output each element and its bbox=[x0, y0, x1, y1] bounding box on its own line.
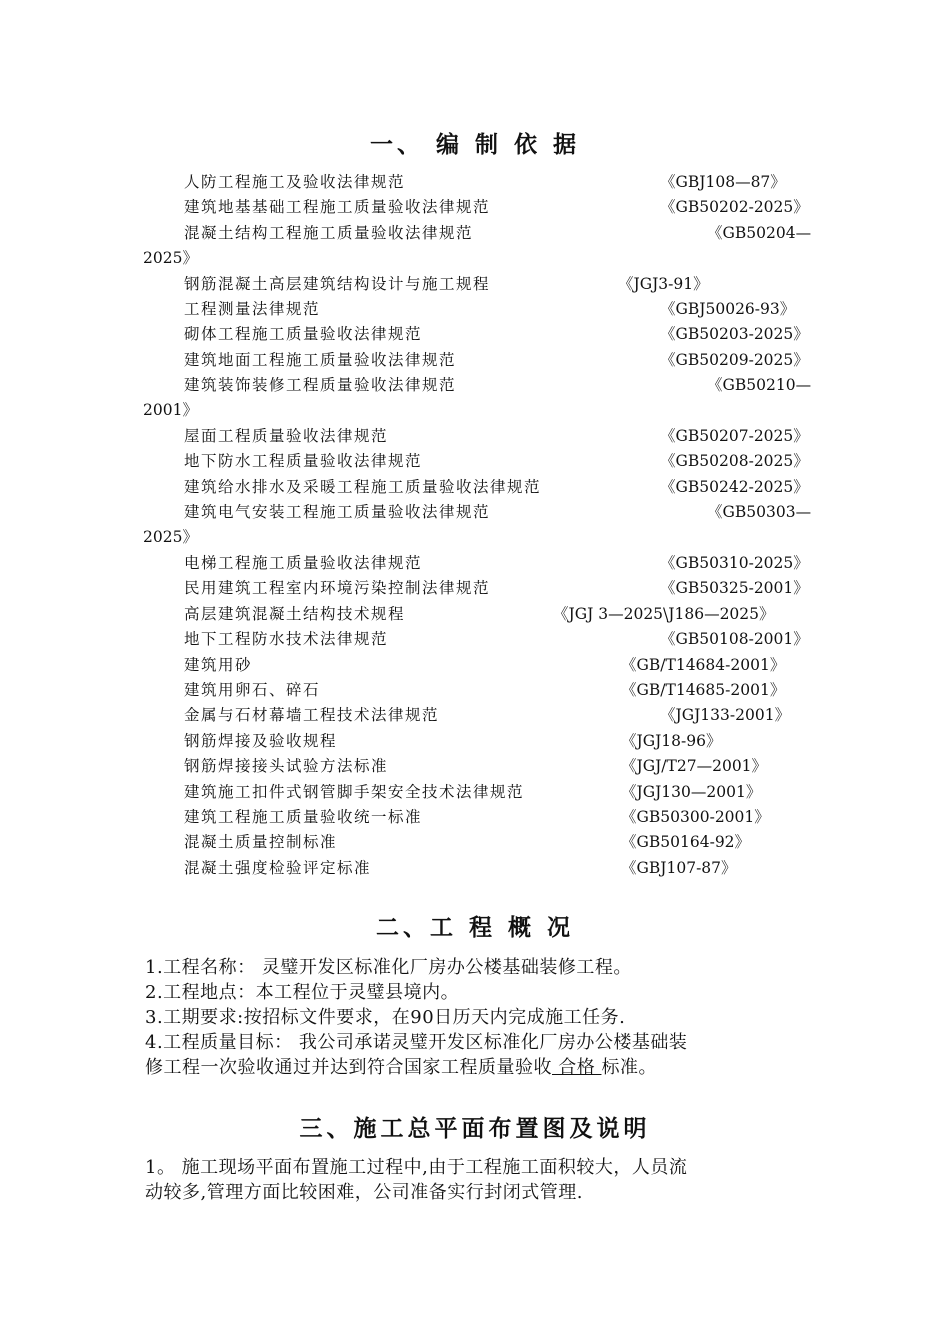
reference-code-continuation: 2001》 bbox=[143, 401, 198, 420]
reference-item bbox=[0, 551, 950, 576]
reference-name: 建筑电气安装工程施工质量验收法律规范 bbox=[184, 503, 491, 522]
reference-name: 建筑用砂 bbox=[184, 655, 253, 674]
reference-item bbox=[0, 373, 950, 420]
reference-code: 《GB50203-2025》 bbox=[660, 325, 809, 344]
reference-item bbox=[0, 500, 950, 547]
reference-code-continuation: 2025》 bbox=[143, 528, 198, 547]
reference-code: 《GB50325-2001》 bbox=[660, 579, 809, 598]
reference-code: 《GB50210— bbox=[707, 376, 812, 395]
reference-item bbox=[0, 449, 950, 474]
reference-name: 建筑地面工程施工质量验收法律规范 bbox=[184, 350, 457, 369]
reference-code: 《GB50202-2025》 bbox=[660, 198, 809, 217]
reference-code: 《GB50108-2001》 bbox=[660, 630, 809, 649]
quality-goal-end: 标准。 bbox=[601, 1057, 657, 1078]
project-location-line: 2.工程地点：本工程位于灵璧县境内。 bbox=[145, 982, 460, 1003]
reference-item bbox=[0, 221, 950, 267]
section1-title: 一、 编 制 依 据 bbox=[369, 132, 581, 158]
quality-goal-line: 4.工程质量目标： 我公司承诺灵璧开发区标准化厂房办公楼基础装 bbox=[145, 1032, 688, 1053]
reference-name: 混凝土结构工程施工质量验收法律规范 bbox=[184, 223, 474, 242]
reference-item bbox=[0, 272, 950, 297]
reference-item bbox=[0, 830, 950, 855]
section3-title: 三、施工总平面布置图及说明 bbox=[299, 1116, 651, 1142]
quality-goal-text: 修工程一次验收通过并达到符合国家工程质量验收 bbox=[145, 1057, 552, 1078]
reference-code: 《JGJ3-91》 bbox=[618, 274, 709, 293]
reference-item bbox=[0, 703, 950, 728]
reference-name: 建筑装饰装修工程质量验收法律规范 bbox=[184, 376, 457, 395]
reference-code: 《JGJ133-2001》 bbox=[660, 706, 791, 725]
reference-code: 《GB50303— bbox=[707, 503, 812, 522]
layout-paragraph-line1: 1。 施工现场平面布置施工过程中,由于工程施工面积较大，人员流 bbox=[145, 1157, 688, 1178]
reference-item bbox=[0, 602, 950, 627]
reference-item bbox=[0, 653, 950, 678]
reference-code: 《GB50204— bbox=[707, 223, 812, 242]
reference-item bbox=[0, 170, 950, 195]
reference-code: 《GBJ108—87》 bbox=[660, 173, 786, 191]
reference-name: 钢筋焊接接头试验方法标准 bbox=[184, 757, 389, 776]
reference-item bbox=[0, 322, 950, 347]
reference-item bbox=[0, 780, 950, 805]
layout-paragraph-line2: 动较多,管理方面比较困难，公司准备实行封闭式管理. bbox=[145, 1182, 583, 1203]
reference-name: 地下工程防水技术法律规范 bbox=[184, 630, 389, 649]
reference-code: 《GB50242-2025》 bbox=[660, 477, 809, 496]
reference-item bbox=[0, 856, 950, 881]
reference-name: 建筑施工扣件式钢管脚手架安全技术法律规范 bbox=[184, 782, 525, 801]
reference-item bbox=[0, 576, 950, 601]
reference-code: 《GBJ107-87》 bbox=[621, 858, 737, 877]
reference-code: 《GB/T14684-2001》 bbox=[621, 655, 786, 674]
reference-name: 民用建筑工程室内环境污染控制法律规范 bbox=[184, 579, 491, 598]
reference-item bbox=[0, 195, 950, 220]
reference-code: 《GB50208-2025》 bbox=[660, 452, 809, 471]
reference-item bbox=[0, 805, 950, 830]
reference-name: 钢筋焊接及验收规程 bbox=[184, 731, 338, 750]
reference-name: 高层建筑混凝土结构技术规程 bbox=[184, 604, 406, 623]
reference-name: 建筑用卵石、碎石 bbox=[184, 681, 321, 699]
reference-name: 建筑给水排水及采暖工程施工质量验收法律规范 bbox=[184, 477, 542, 496]
reference-code: 《GB50310-2025》 bbox=[660, 554, 809, 572]
reference-code: 《JGJ/T27—2001》 bbox=[621, 757, 768, 776]
reference-item bbox=[0, 678, 950, 703]
reference-item bbox=[0, 754, 950, 779]
reference-code: 《GB50207-2025》 bbox=[660, 427, 809, 445]
reference-code: 《GB/T14685-2001》 bbox=[621, 681, 786, 699]
reference-code: 《JGJ130—2001》 bbox=[621, 782, 762, 801]
reference-code: 《GBJ50026-93》 bbox=[660, 300, 796, 318]
reference-name: 建筑工程施工质量验收统一标准 bbox=[184, 808, 423, 826]
reference-item bbox=[0, 627, 950, 652]
quality-goal-continuation bbox=[145, 1055, 810, 1080]
reference-item bbox=[0, 475, 950, 500]
reference-name: 金属与石材幕墙工程技术法律规范 bbox=[184, 706, 440, 725]
reference-name: 砌体工程施工质量验收法律规范 bbox=[184, 325, 423, 344]
reference-name: 工程测量法律规范 bbox=[184, 300, 321, 318]
reference-code: 《JGJ18-96》 bbox=[621, 731, 722, 750]
reference-name: 地下防水工程质量验收法律规范 bbox=[184, 452, 423, 471]
reference-code: 《GB50164-92》 bbox=[621, 833, 751, 852]
reference-code-continuation: 2025》 bbox=[143, 248, 198, 267]
quality-grade: 合格 bbox=[552, 1057, 602, 1078]
reference-name: 混凝土强度检验评定标准 bbox=[184, 858, 372, 877]
reference-code: 《GB50209-2025》 bbox=[660, 350, 809, 369]
reference-code: 《JGJ 3—2025\J186—2025》 bbox=[553, 604, 775, 623]
reference-name: 电梯工程施工质量验收法律规范 bbox=[184, 554, 423, 572]
reference-item bbox=[0, 348, 950, 373]
reference-name: 钢筋混凝土高层建筑结构设计与施工规程 bbox=[184, 274, 491, 293]
reference-name: 屋面工程质量验收法律规范 bbox=[184, 427, 389, 445]
reference-item bbox=[0, 297, 950, 322]
schedule-line: 3.工期要求:按招标文件要求，在90日历天内完成施工任务. bbox=[145, 1007, 626, 1028]
reference-code: 《GB50300-2001》 bbox=[621, 808, 770, 826]
reference-name: 混凝土质量控制标准 bbox=[184, 833, 338, 852]
section2-title: 二、工 程 概 况 bbox=[375, 915, 575, 941]
reference-item bbox=[0, 729, 950, 754]
reference-name: 人防工程施工及验收法律规范 bbox=[184, 173, 406, 191]
reference-name: 建筑地基基础工程施工质量验收法律规范 bbox=[184, 198, 491, 217]
project-name-line: 1.工程名称： 灵璧开发区标准化厂房办公楼基础装修工程。 bbox=[145, 957, 632, 978]
reference-item bbox=[0, 424, 950, 449]
